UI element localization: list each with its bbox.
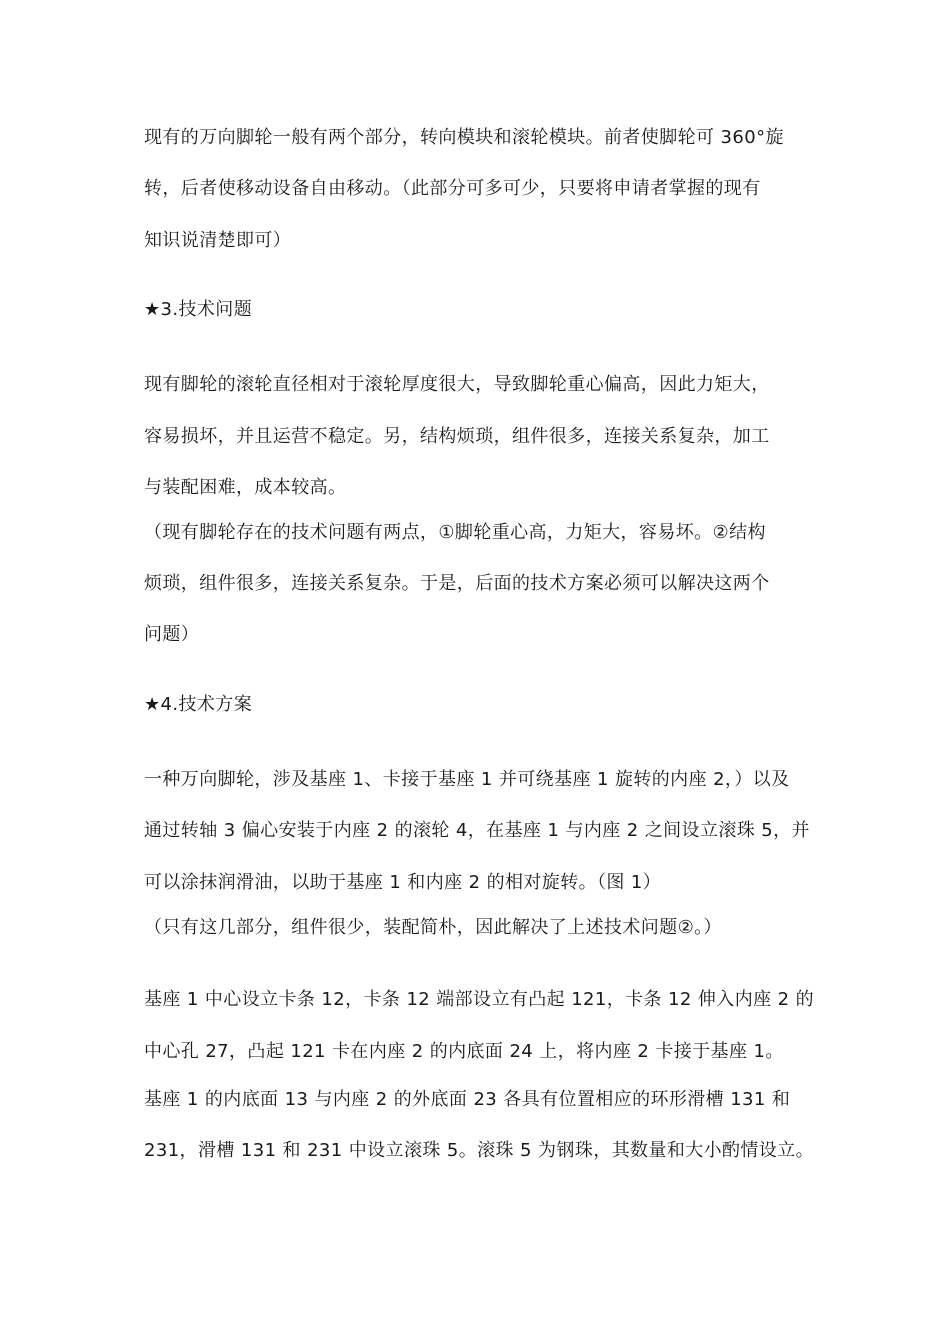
structure-paragraph-line-1: 基座 1 中心设立卡条 12，卡条 12 端部设立有凸起 121，卡条 12 伸入内座 2 的 (144, 989, 814, 1010)
problem-paragraph-line-2: 容易损坏，并且运营不稳定。另，结构烦琐，组件很多，连接关系复杂，加工 (144, 426, 770, 447)
section-heading-technical-solution: ★4.技术方案 (144, 694, 253, 715)
background-paragraph-line-1: 现有的万向脚轮一般有两个部分，转向模块和滚轮模块。前者使脚轮可 360°旋 (144, 127, 784, 148)
background-paragraph-line-2: 转，后者使移动设备自由移动。（此部分可多可少，只要将申请者掌握的现有 (144, 178, 761, 199)
solution-paragraph-line-2: 通过转轴 3 偏心安装于内座 2 的滚轮 4，在基座 1 与内座 2 之间设立滚珠 5，并 (144, 820, 810, 841)
problem-note-line-3: 问题） (144, 624, 200, 645)
problem-paragraph-line-1: 现有脚轮的滚轮直径相对于滚轮厚度很大，导致脚轮重心偏高，因此力矩大， (144, 374, 770, 395)
solution-paragraph-line-3: 可以涂抹润滑油，以助于基座 1 和内座 2 的相对旋转。（图 1） (144, 872, 662, 893)
problem-note-line-2: 烦琐，组件很多，连接关系复杂。于是，后面的技术方案必须可以解决这两个 (144, 573, 770, 594)
solution-paragraph-line-1: 一种万向脚轮，涉及基座 1、卡接于基座 1 并可绕基座 1 旋转的内座 2，）以及 (144, 769, 790, 790)
structure-paragraph-line-2: 中心孔 27，凸起 121 卡在内座 2 的内底面 24 上，将内座 2 卡接于基座 1。 (144, 1041, 784, 1062)
solution-note-line: （只有这几部分，组件很少，装配简朴，因此解决了上述技术问题②。） (144, 917, 722, 938)
background-paragraph-line-3: 知识说清楚即可） (144, 230, 292, 251)
problem-paragraph-line-3: 与装配困难，成本较高。 (144, 477, 347, 498)
structure-paragraph-line-3: 基座 1 的内底面 13 与内座 2 的外底面 23 各具有位置相应的环形滑槽 131 和 (144, 1089, 791, 1110)
structure-paragraph-line-4: 231，滑槽 131 和 231 中设立滚珠 5。滚珠 5 为钢珠，其数量和大小酌情设立。 (144, 1140, 815, 1161)
problem-note-line-1: （现有脚轮存在的技术问题有两点，①脚轮重心高，力矩大，容易坏。②结构 (144, 522, 766, 543)
section-heading-technical-problem: ★3.技术问题 (144, 299, 253, 320)
